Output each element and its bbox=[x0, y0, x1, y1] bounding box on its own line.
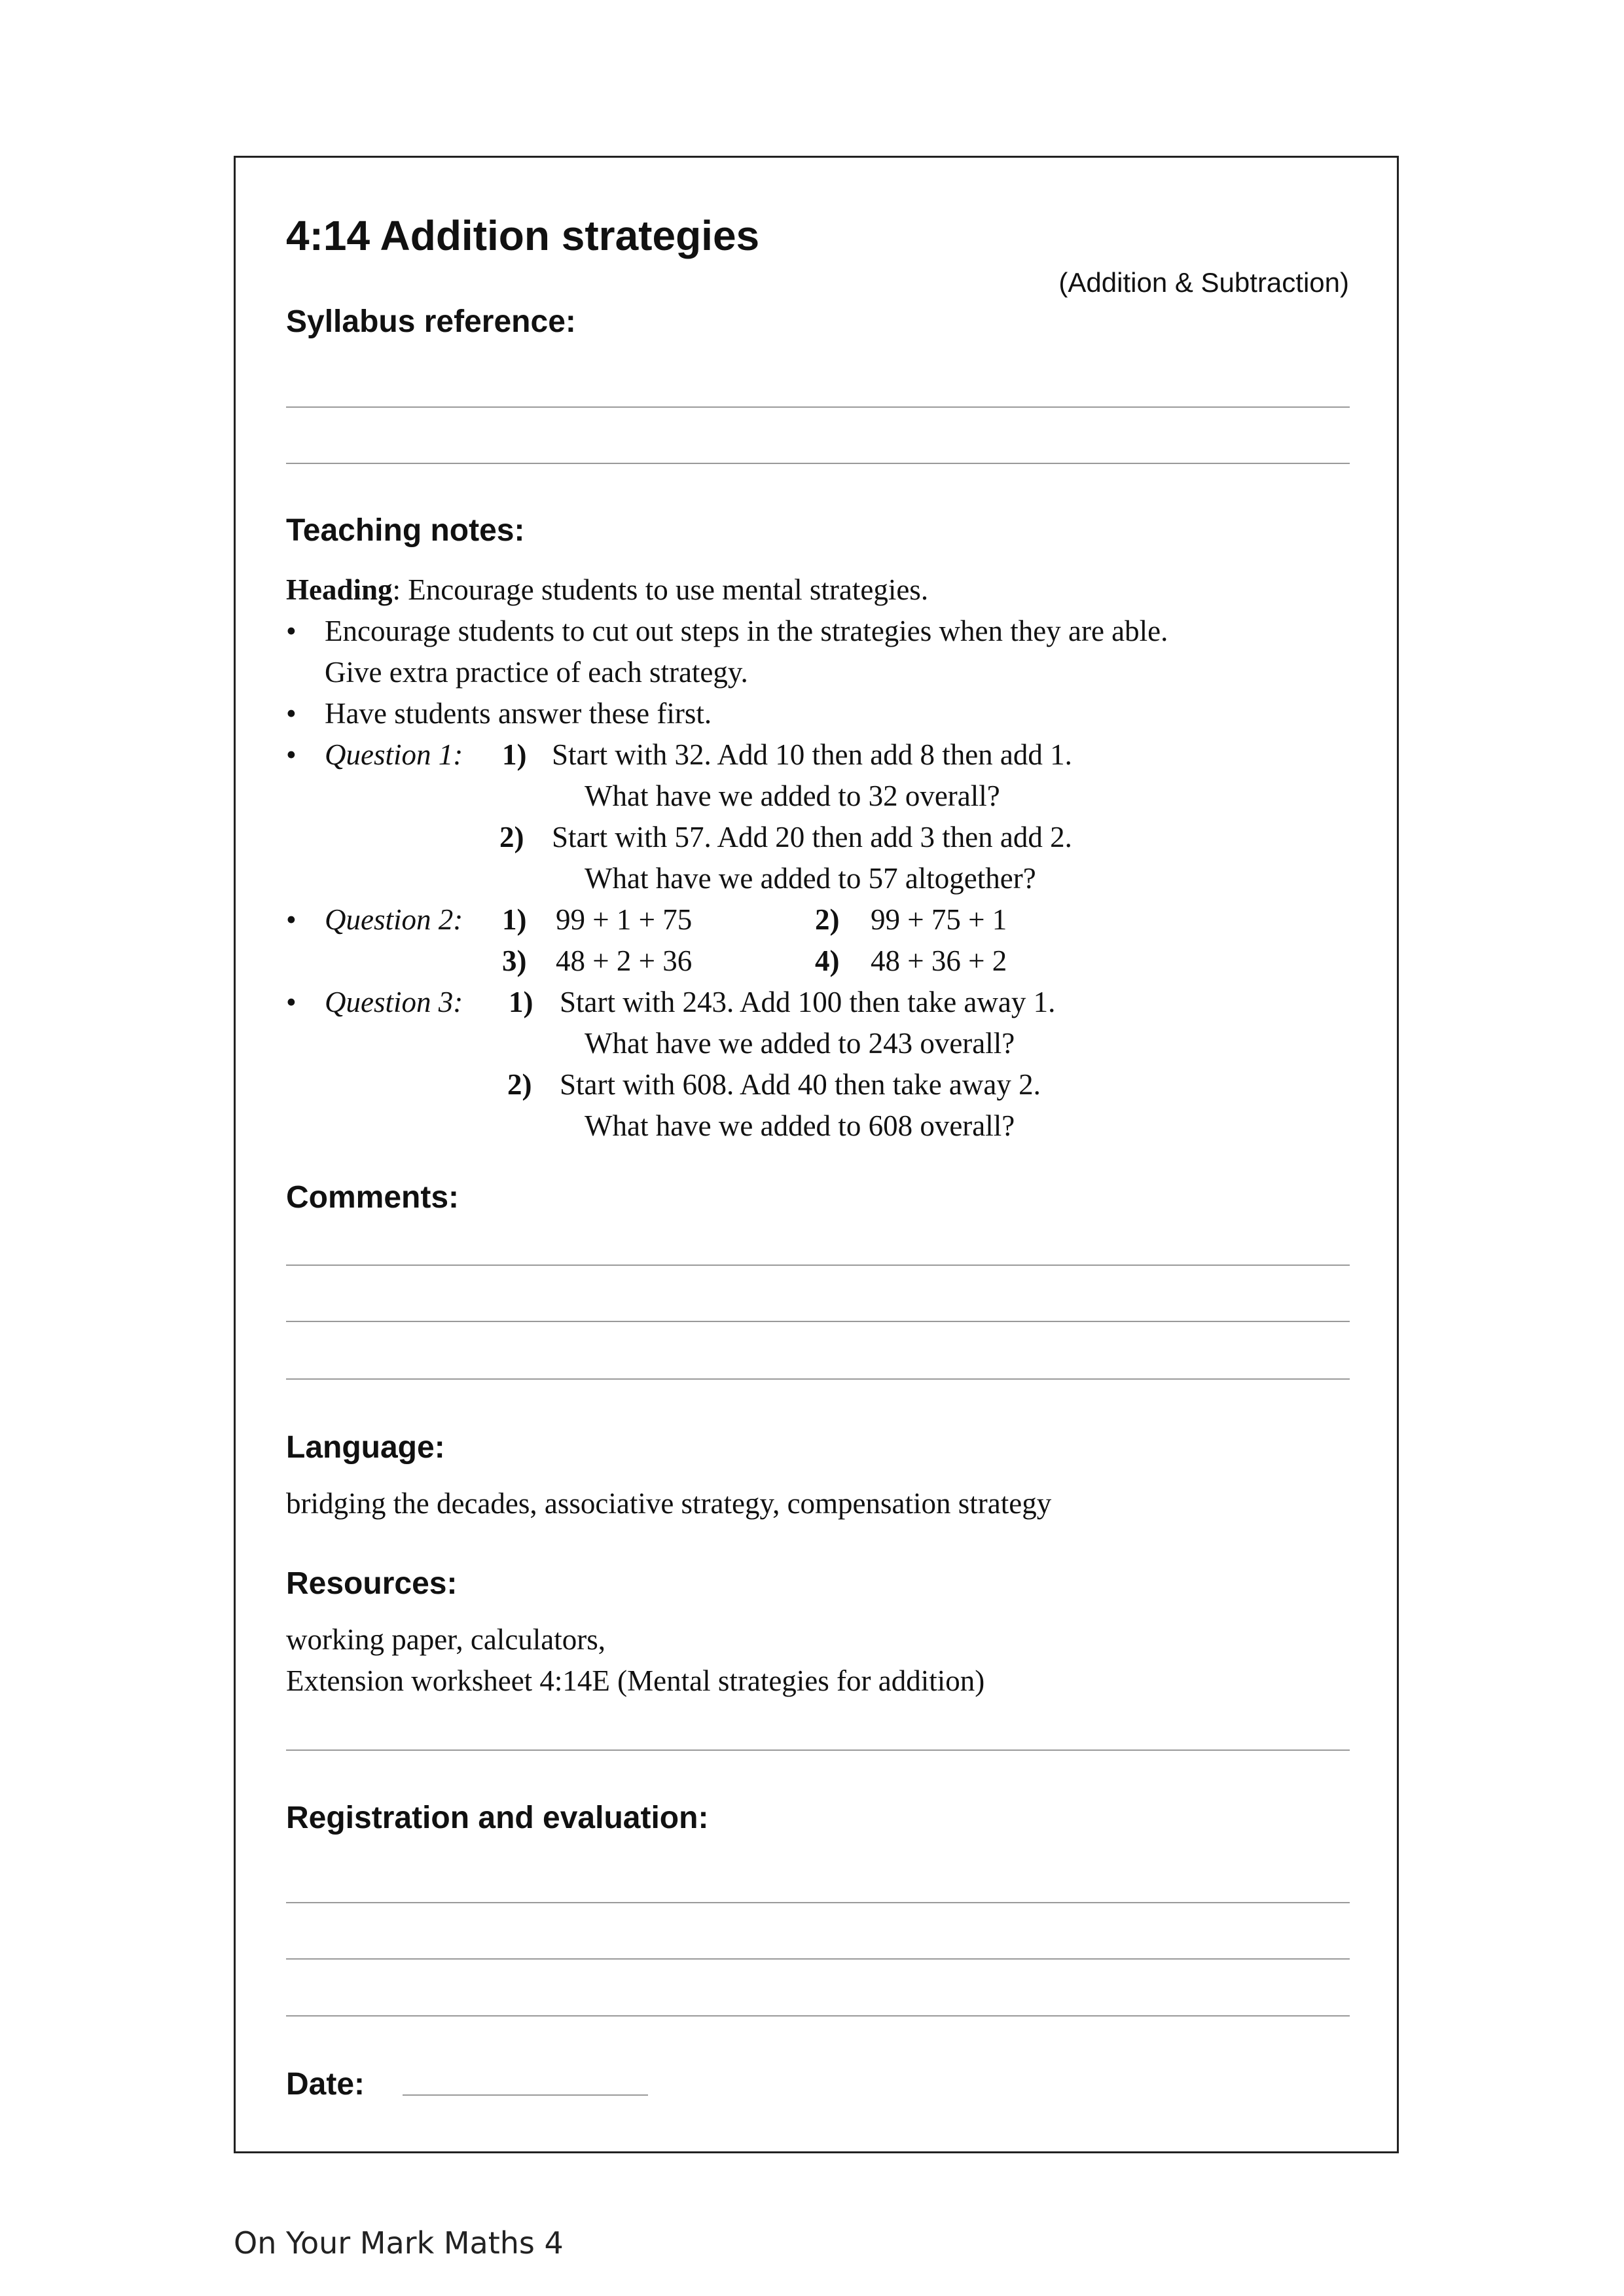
note-text: Have students answer these first. bbox=[325, 697, 712, 730]
strand-subtitle: (Addition & Subtraction) bbox=[1058, 267, 1349, 298]
item-number: 4) bbox=[815, 944, 840, 977]
date-label: Date: bbox=[286, 2067, 365, 2102]
writing-line bbox=[286, 1378, 1350, 1380]
question-label: Question 3: bbox=[325, 986, 463, 1018]
page-title: 4:14 Addition strategies bbox=[286, 212, 760, 259]
writing-line bbox=[286, 1321, 1350, 1322]
question-text: What have we added to 57 altogether? bbox=[585, 862, 1036, 895]
language-heading: Language: bbox=[286, 1430, 445, 1465]
heading-note-text: : Encourage students to use mental strategies. bbox=[392, 573, 929, 606]
bullet-icon: • bbox=[286, 615, 297, 647]
item-number: 1) bbox=[502, 738, 527, 771]
resources-heading: Resources: bbox=[286, 1566, 458, 1601]
expression: 48 + 2 + 36 bbox=[556, 944, 693, 977]
question-text: Start with 32. Add 10 then add 8 then add 1. bbox=[552, 738, 1072, 771]
bullet-icon: • bbox=[286, 738, 297, 771]
writing-line bbox=[286, 1902, 1350, 1903]
item-number: 3) bbox=[502, 944, 527, 977]
writing-line bbox=[286, 463, 1350, 464]
question-text: Start with 243. Add 100 then take away 1. bbox=[560, 986, 1056, 1018]
item-number: 2) bbox=[815, 903, 840, 936]
question-label: Question 1: bbox=[325, 738, 463, 771]
heading-note bbox=[286, 569, 928, 611]
footer-book-title: On Your Mark Maths 4 bbox=[234, 2225, 564, 2261]
question-text: What have we added to 243 overall? bbox=[585, 1027, 1015, 1060]
bullet-icon: • bbox=[286, 697, 297, 730]
comments-heading: Comments: bbox=[286, 1180, 460, 1215]
heading-label: Heading bbox=[286, 573, 393, 606]
syllabus-heading: Syllabus reference: bbox=[286, 304, 576, 339]
expression: 99 + 75 + 1 bbox=[871, 903, 1007, 936]
date-line bbox=[403, 2094, 648, 2096]
teaching-notes-heading: Teaching notes: bbox=[286, 513, 525, 548]
language-text: bridging the decades, associative strategy, compensation strategy bbox=[286, 1487, 1052, 1520]
bullet-icon: • bbox=[286, 986, 297, 1018]
page-frame bbox=[234, 156, 1399, 2153]
expression: 48 + 36 + 2 bbox=[871, 944, 1007, 977]
note-text: Encourage students to cut out steps in the strategies when they are able. bbox=[325, 615, 1168, 647]
note-text: Give extra practice of each strategy. bbox=[325, 656, 748, 689]
question-label: Question 2: bbox=[325, 903, 463, 936]
question-text: Start with 608. Add 40 then take away 2. bbox=[560, 1068, 1041, 1101]
item-number: 1) bbox=[502, 903, 527, 936]
question-text: Start with 57. Add 20 then add 3 then add 2. bbox=[552, 821, 1072, 853]
resources-text: working paper, calculators, bbox=[286, 1623, 606, 1656]
question-text: What have we added to 32 overall? bbox=[585, 780, 1000, 812]
writing-line bbox=[286, 1958, 1350, 1960]
resources-text: Extension worksheet 4:14E (Mental strategies for addition) bbox=[286, 1664, 985, 1697]
writing-line bbox=[286, 1749, 1350, 1751]
item-number: 2) bbox=[507, 1068, 532, 1101]
writing-line bbox=[286, 2015, 1350, 2017]
registration-heading: Registration and evaluation: bbox=[286, 1801, 709, 1835]
item-number: 1) bbox=[509, 986, 533, 1018]
writing-line bbox=[286, 1265, 1350, 1266]
bullet-icon: • bbox=[286, 903, 297, 936]
question-text: What have we added to 608 overall? bbox=[585, 1109, 1015, 1142]
expression: 99 + 1 + 75 bbox=[556, 903, 693, 936]
writing-line bbox=[286, 406, 1350, 408]
item-number: 2) bbox=[499, 821, 524, 853]
